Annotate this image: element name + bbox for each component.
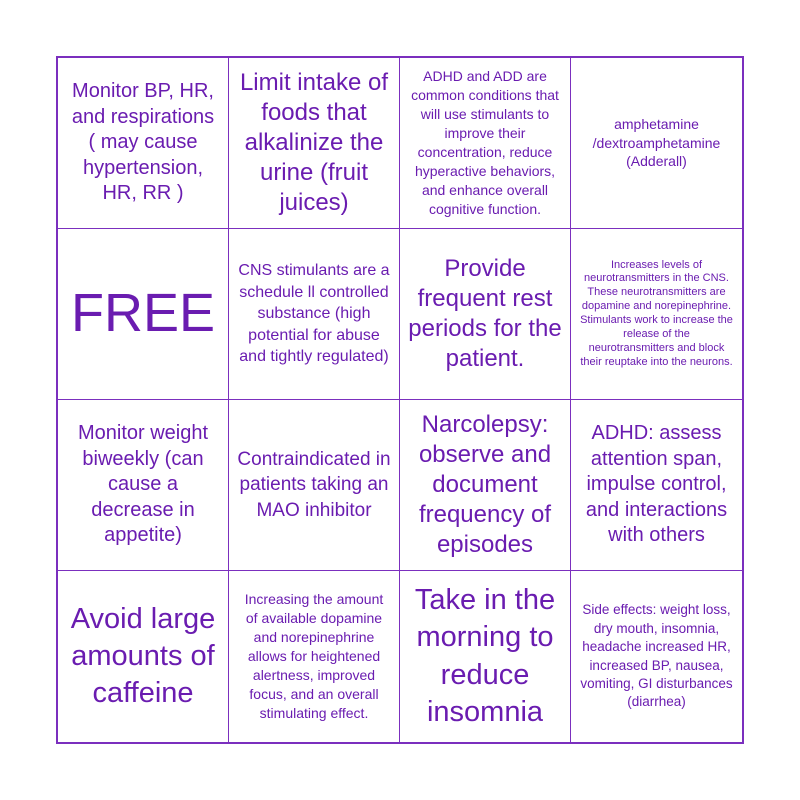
bingo-cell[interactable] — [229, 58, 400, 229]
cell-text: Increasing the amount of available dopamine and norepinephrine allows for heightened alertness, improved focus, and an overall stimulating effect. — [244, 591, 384, 721]
bingo-cell[interactable] — [229, 229, 400, 400]
bingo-cell[interactable] — [400, 400, 571, 571]
bingo-cell[interactable] — [58, 400, 229, 571]
bingo-cell[interactable] — [571, 400, 742, 571]
bingo-cell[interactable] — [571, 229, 742, 400]
cell-text: Limit intake of foods that alkalinize the urine (fruit juices) — [239, 69, 389, 216]
bingo-card — [56, 56, 744, 744]
cell-text: ADHD and ADD are common conditions that will use stimulants to improve their concentration, reduce hyperactive behaviors, and enhance overall cognitive function. — [411, 68, 559, 217]
free-cell[interactable] — [58, 229, 229, 400]
cell-text: Monitor weight biweekly (can cause a decrease in appetite) — [77, 422, 209, 547]
cell-text: Increases levels of neurotransmitters in the CNS. These neurotransmitters are dopamine and norepinephrine. Stimulants work to increase the release of the neurotransmitters and block their reuptake into the neurons. — [580, 258, 733, 368]
bingo-cell[interactable] — [400, 58, 571, 229]
cell-text: CNS stimulants are a schedule ll controlled substance (high potential for abuse and tightly regulated) — [238, 262, 390, 366]
cell-text: Take in the morning to reduce insomnia — [414, 584, 556, 728]
cell-text: Provide frequent rest periods for the patient. — [408, 255, 562, 372]
bingo-cell[interactable] — [571, 58, 742, 229]
cell-text: amphetamine /dextroamphetamine (Adderall) — [592, 115, 721, 170]
bingo-cell[interactable] — [571, 571, 742, 742]
bingo-cell[interactable] — [58, 58, 229, 229]
bingo-cell[interactable] — [229, 571, 400, 742]
bingo-cell[interactable] — [400, 229, 571, 400]
cell-text: Avoid large amounts of caffeine — [70, 602, 216, 710]
bingo-cell[interactable] — [400, 571, 571, 742]
cell-text: Contraindicated in patients taking an MAO inhibitor — [237, 449, 391, 521]
free-label: FREE — [70, 283, 216, 344]
bingo-cell[interactable] — [229, 400, 400, 571]
cell-text: Side effects: weight loss, dry mouth, insomnia, headache increased HR, increased BP, nausea, vomiting, GI disturbances (diarrhea) — [580, 602, 733, 710]
cell-text: ADHD: assess attention span, impulse control, and interactions with others — [585, 422, 728, 547]
cell-text: Narcolepsy: observe and document frequency of episodes — [418, 411, 552, 558]
bingo-cell[interactable] — [58, 571, 229, 742]
cell-text: Monitor BP, HR, and respirations ( may cause hypertension, HR, RR ) — [71, 80, 215, 205]
